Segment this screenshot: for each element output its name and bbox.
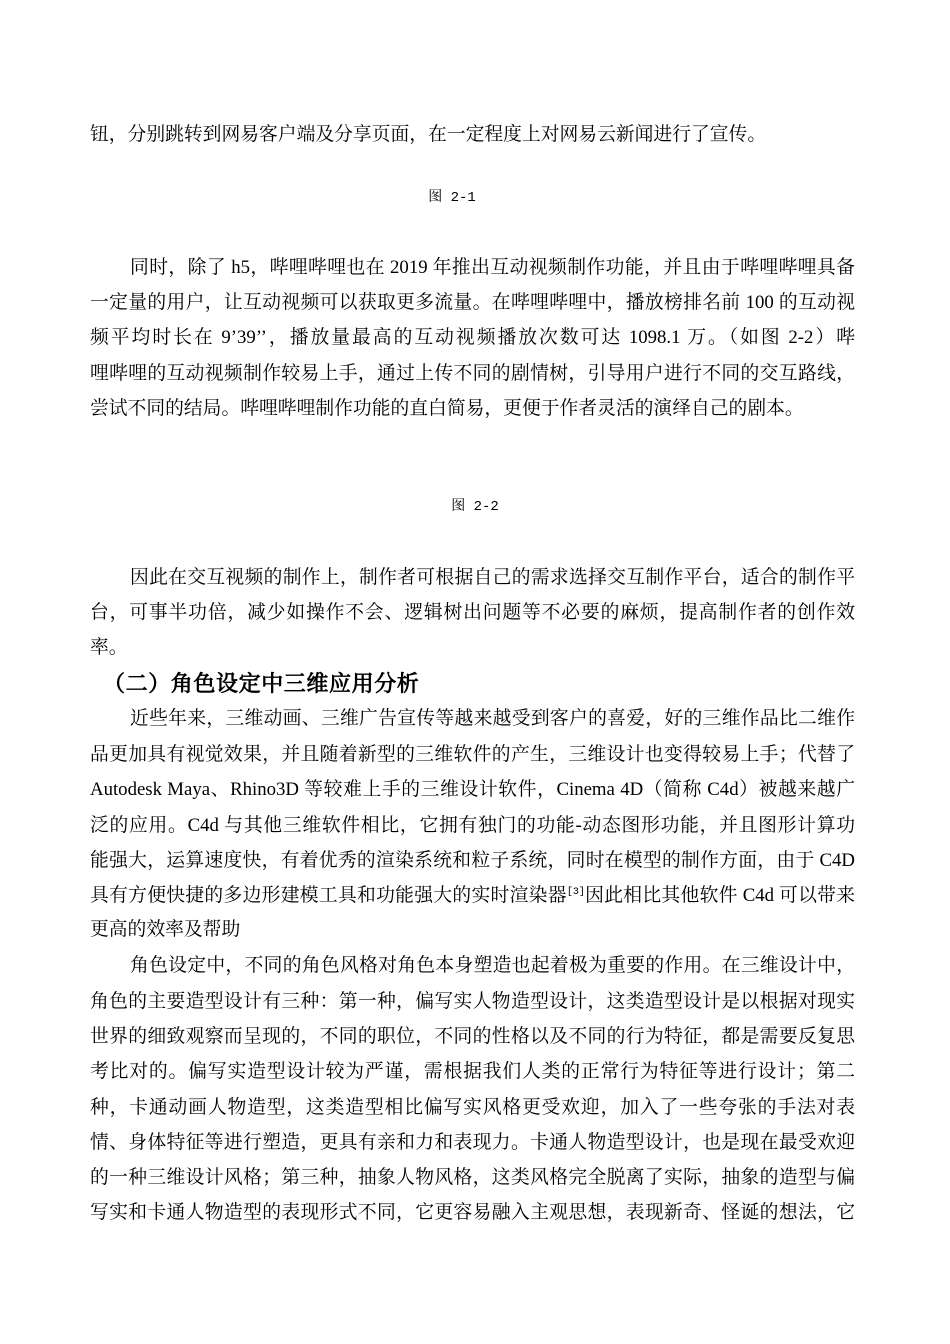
paragraph-line: 泛的应用。C4d 与其他三维软件相比，它拥有独门的功能-动态图形功能，并且图形计算功 — [90, 815, 855, 836]
line-text: 具有方便快捷的多边形建模工具和功能强大的实时渲染器 — [90, 885, 567, 906]
paragraph-line: 角色的主要造型设计有三种：第一种，偏写实人物造型设计，这类造型设计是以根据对现实 — [90, 991, 855, 1012]
paragraph-line: 同时，除了 h5，哔哩哔哩也在 2019 年推出互动视频制作功能，并且由于哔哩哔哩具备 — [130, 257, 855, 278]
paragraph-line: 写实和卡通人物造型的表现形式不同，它更容易融入主观思想，表现新奇、怪诞的想法，它 — [90, 1202, 855, 1223]
paragraph-line: 品更加具有视觉效果，并且随着新型的三维软件的产生，三维设计也变得较易上手；代替了 — [90, 744, 855, 765]
paragraph-line: 种，卡通动画人物造型，这类造型相比偏写实风格更受欢迎，加入了一些夸张的手法对表 — [90, 1097, 855, 1118]
paragraph-line: Autodesk Maya、Rhino3D 等较难上手的三维设计软件，Cinema 4D（简称 C4d）被越来越广 — [90, 779, 855, 800]
paragraph-line: 钮，分别跳转到网易客户端及分享页面，在一定程度上对网易云新闻进行了宣传。 — [90, 124, 767, 145]
figure-caption: 图 2-1 — [428, 190, 476, 206]
paragraph-line-with-citation — [90, 883, 855, 909]
paragraph-line: 因此在交互视频的制作上，制作者可根据自己的需求选择交互制作平台，适合的制作平 — [130, 567, 855, 588]
paragraph-line: 率。 — [90, 637, 128, 658]
paragraph-line: 频平均时长在 9’39’’，播放量最高的互动视频播放次数可达 1098.1 万。（如图 2-2）哔 — [90, 327, 855, 348]
paragraph-line: 尝试不同的结局。哔哩哔哩制作功能的直白简易，更便于作者灵活的演绎自己的剧本。 — [90, 398, 804, 419]
line-text: 因此相比其他软件 C4d 可以带来 — [584, 885, 856, 906]
paragraph-line: 世界的细致观察而呈现的，不同的职位，不同的性格以及不同的行为特征，都是需要反复思 — [90, 1026, 855, 1047]
paragraph-line: 一定量的用户，让互动视频可以获取更多流量。在哔哩哔哩中，播放榜排名前 100 的互动视 — [90, 292, 855, 313]
figure-caption: 图 2-2 — [451, 499, 499, 515]
paragraph-line: 近些年来，三维动画、三维广告宣传等越来越受到客户的喜爱，好的三维作品比二维作 — [130, 708, 855, 729]
paragraph-line: 的一种三维设计风格；第三种，抽象人物风格，这类风格完全脱离了实际，抽象的造型与偏 — [90, 1167, 855, 1188]
paragraph-line: 更高的效率及帮助 — [90, 919, 241, 940]
paragraph-line: 角色设定中，不同的角色风格对角色本身塑造也起着极为重要的作用。在三维设计中， — [130, 955, 855, 976]
paragraph-line: 能强大，运算速度快，有着优秀的渲染系统和粒子系统，同时在模型的制作方面，由于 C4D — [90, 850, 855, 871]
citation-marker: [3] — [566, 887, 585, 898]
paragraph-line: 哩哔哩的互动视频制作较易上手，通过上传不同的剧情树，引导用户进行不同的交互路线， — [90, 363, 855, 384]
paragraph-line: 台，可事半功倍，减少如操作不会、逻辑树出问题等不必要的麻烦，提高制作者的创作效 — [90, 602, 855, 623]
section-heading: （二）角色设定中三维应用分析 — [103, 671, 420, 696]
paragraph-line: 情、身体特征等进行塑造，更具有亲和力和表现力。卡通人物造型设计，也是现在最受欢迎 — [90, 1132, 855, 1153]
paragraph-line: 考比对的。偏写实造型设计较为严谨，需根据我们人类的正常行为特征等进行设计；第二 — [90, 1061, 855, 1082]
